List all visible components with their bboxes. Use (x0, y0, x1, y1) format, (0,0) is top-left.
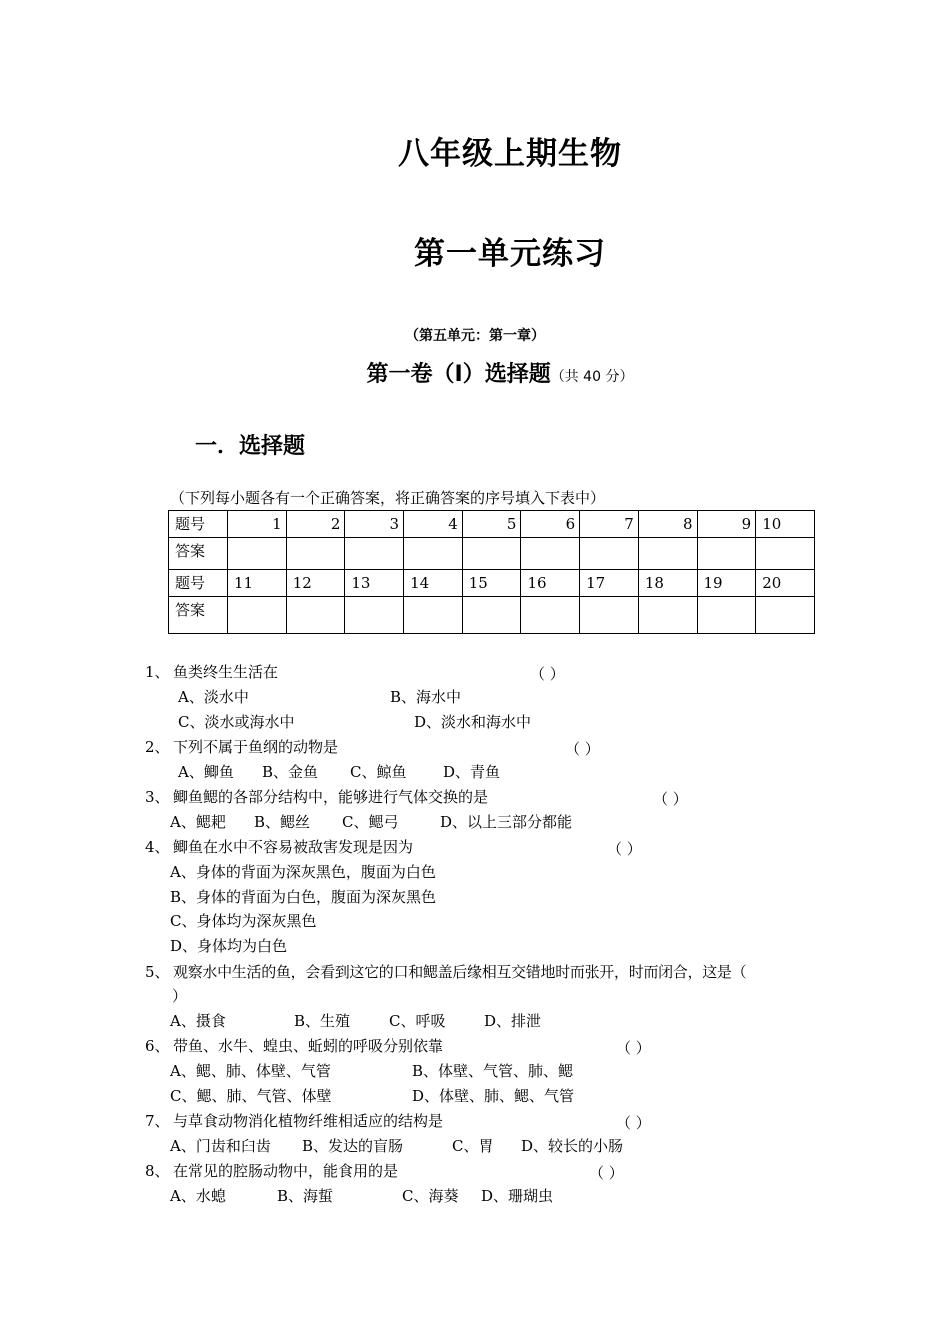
answer-cell[interactable] (228, 597, 287, 634)
question-number: 1、 (145, 663, 170, 681)
question-number-cell: 1 (228, 511, 287, 538)
question-number-cell: 17 (580, 570, 639, 597)
question-5 (145, 960, 746, 984)
question-number: 3、 (145, 788, 170, 806)
table-row (169, 511, 815, 538)
question-2 (145, 735, 338, 759)
question-number-cell: 12 (286, 570, 345, 597)
answer-cell[interactable] (580, 538, 639, 570)
answer-cell[interactable] (404, 538, 463, 570)
option: C、鲸鱼 (350, 763, 407, 781)
answer-cell[interactable] (521, 538, 580, 570)
answer-cell[interactable] (462, 597, 521, 634)
answer-cell[interactable] (345, 597, 404, 634)
question-number: 6、 (145, 1037, 170, 1055)
option: C、胃 (452, 1137, 494, 1155)
answer-cell[interactable] (756, 538, 815, 570)
question-text: 与草食动物消化植物纤维相适应的结构是 (173, 1112, 444, 1130)
volume-score: （共 40 分） (550, 369, 634, 385)
question-number-cell: 3 (345, 511, 404, 538)
option: B、身体的背面为白色，腹面为深灰黑色 (170, 888, 437, 906)
question-number-cell: 6 (521, 511, 580, 538)
answer-cell[interactable] (697, 538, 756, 570)
answer-cell[interactable] (638, 538, 697, 570)
answer-cell[interactable] (286, 538, 345, 570)
page-title: 八年级上期生物 (398, 136, 622, 172)
question-number-cell: 2 (286, 511, 345, 538)
question-number-cell: 5 (462, 511, 521, 538)
question-number: 4、 (145, 838, 170, 856)
question-number-cell: 13 (345, 570, 404, 597)
option: A、身体的背面为深灰黑色，腹面为白色 (170, 863, 436, 881)
scope-note: （第五单元：第一章） (405, 328, 545, 344)
option: B、金鱼 (262, 763, 319, 781)
answer-cell[interactable] (228, 538, 287, 570)
question-number-cell: 9 (697, 511, 756, 538)
row-label: 答案 (169, 538, 228, 570)
question-text: 观察水中生活的鱼，会看到这它的口和鳃盖后缘相互交错地时而张开，时而闭合，这是（ (173, 963, 747, 981)
question-4 (145, 835, 413, 859)
answer-blank[interactable]: （ ） (565, 740, 600, 758)
question-number-cell: 16 (521, 570, 580, 597)
question-text: 鲫鱼鳃的各部分结构中，能够进行气体交换的是 (173, 788, 489, 806)
table-row (169, 570, 815, 597)
option: B、海水中 (390, 688, 462, 706)
answer-cell[interactable] (697, 597, 756, 634)
option: C、海葵 (402, 1187, 459, 1205)
option: A、水螅 (170, 1187, 226, 1205)
option: A、鲫鱼 (178, 763, 234, 781)
row-label: 题号 (169, 511, 228, 538)
question-number-cell: 10 (756, 511, 815, 538)
question-number-cell: 7 (580, 511, 639, 538)
answer-table (168, 510, 815, 634)
question-text: 带鱼、水牛、蝗虫、蚯蚓的呼吸分别依靠 (173, 1037, 444, 1055)
question-number: 7、 (145, 1112, 170, 1130)
option: A、门齿和臼齿 (170, 1137, 271, 1155)
answer-cell[interactable] (638, 597, 697, 634)
question-number: 8、 (145, 1162, 170, 1180)
answer-cell[interactable] (580, 597, 639, 634)
answer-cell[interactable] (756, 597, 815, 634)
option: C、呼吸 (389, 1012, 446, 1030)
answer-cell[interactable] (462, 538, 521, 570)
option: D、以上三部分都能 (440, 813, 573, 831)
option: C、淡水或海水中 (178, 713, 295, 731)
question-6 (145, 1034, 443, 1058)
option: D、青鱼 (443, 763, 501, 781)
question-number-cell: 18 (638, 570, 697, 597)
question-number-cell: 20 (756, 570, 815, 597)
option: B、鳃丝 (254, 813, 311, 831)
question-7 (145, 1109, 443, 1133)
answer-blank[interactable]: （ ） (616, 1039, 651, 1057)
question-3 (145, 785, 488, 809)
question-text: 鲫鱼在水中不容易被敌害发现是因为 (173, 838, 414, 856)
question-number: 2、 (145, 738, 170, 756)
option: B、发达的盲肠 (302, 1137, 404, 1155)
section-title: 一．选择题 (195, 434, 306, 459)
table-row (169, 538, 815, 570)
answer-blank[interactable]: （ ） (616, 1114, 651, 1132)
question-1 (145, 660, 278, 684)
option: C、身体均为深灰黑色 (170, 912, 317, 930)
question-number-cell: 11 (228, 570, 287, 597)
question-8 (145, 1159, 398, 1183)
option: B、生殖 (294, 1012, 351, 1030)
option: D、淡水和海水中 (414, 713, 532, 731)
option: A、淡水中 (178, 688, 249, 706)
option: A、摄食 (170, 1012, 226, 1030)
option: A、鳃耙 (170, 813, 226, 831)
row-label: 答案 (169, 597, 228, 634)
question-number: 5、 (145, 963, 170, 981)
option: D、较长的小肠 (521, 1137, 624, 1155)
answer-blank[interactable]: （ ） (530, 665, 565, 683)
answer-cell[interactable] (404, 597, 463, 634)
answer-blank[interactable]: （ ） (589, 1164, 624, 1182)
instruction: （下列每小题各有一个正确答案，将正确答案的序号填入下表中） (170, 489, 606, 507)
option: A、鳃、肺、体壁、气管 (170, 1062, 331, 1080)
answer-cell[interactable] (345, 538, 404, 570)
table-row (169, 597, 815, 634)
question-number-cell: 4 (404, 511, 463, 538)
option: D、排泄 (484, 1012, 542, 1030)
page-subtitle: 第一单元练习 (414, 236, 606, 272)
answer-cell[interactable] (521, 597, 580, 634)
answer-blank[interactable]: ） (172, 987, 188, 1005)
option: D、体壁、肺、鳃、气管 (412, 1087, 575, 1105)
option: C、鳃、肺、气管、体壁 (170, 1087, 332, 1105)
option: B、体壁、气管、肺、鳃 (412, 1062, 574, 1080)
answer-blank[interactable]: （ ） (607, 840, 642, 858)
question-text: 下列不属于鱼纲的动物是 (173, 738, 339, 756)
volume-label: 第一卷（I）选择题 (366, 362, 551, 387)
question-number-cell: 8 (638, 511, 697, 538)
question-number-cell: 14 (404, 570, 463, 597)
option: D、珊瑚虫 (481, 1187, 554, 1205)
option: D、身体均为白色 (170, 937, 288, 955)
answer-cell[interactable] (286, 597, 345, 634)
answer-blank[interactable]: （ ） (653, 790, 688, 808)
volume-heading (0, 357, 950, 388)
option: B、海蜇 (277, 1187, 334, 1205)
question-text: 在常见的腔肠动物中，能食用的是 (173, 1162, 399, 1180)
question-number-cell: 15 (462, 570, 521, 597)
row-label: 题号 (169, 570, 228, 597)
option: C、鳃弓 (342, 813, 399, 831)
question-number-cell: 19 (697, 570, 756, 597)
question-text: 鱼类终生生活在 (173, 663, 279, 681)
